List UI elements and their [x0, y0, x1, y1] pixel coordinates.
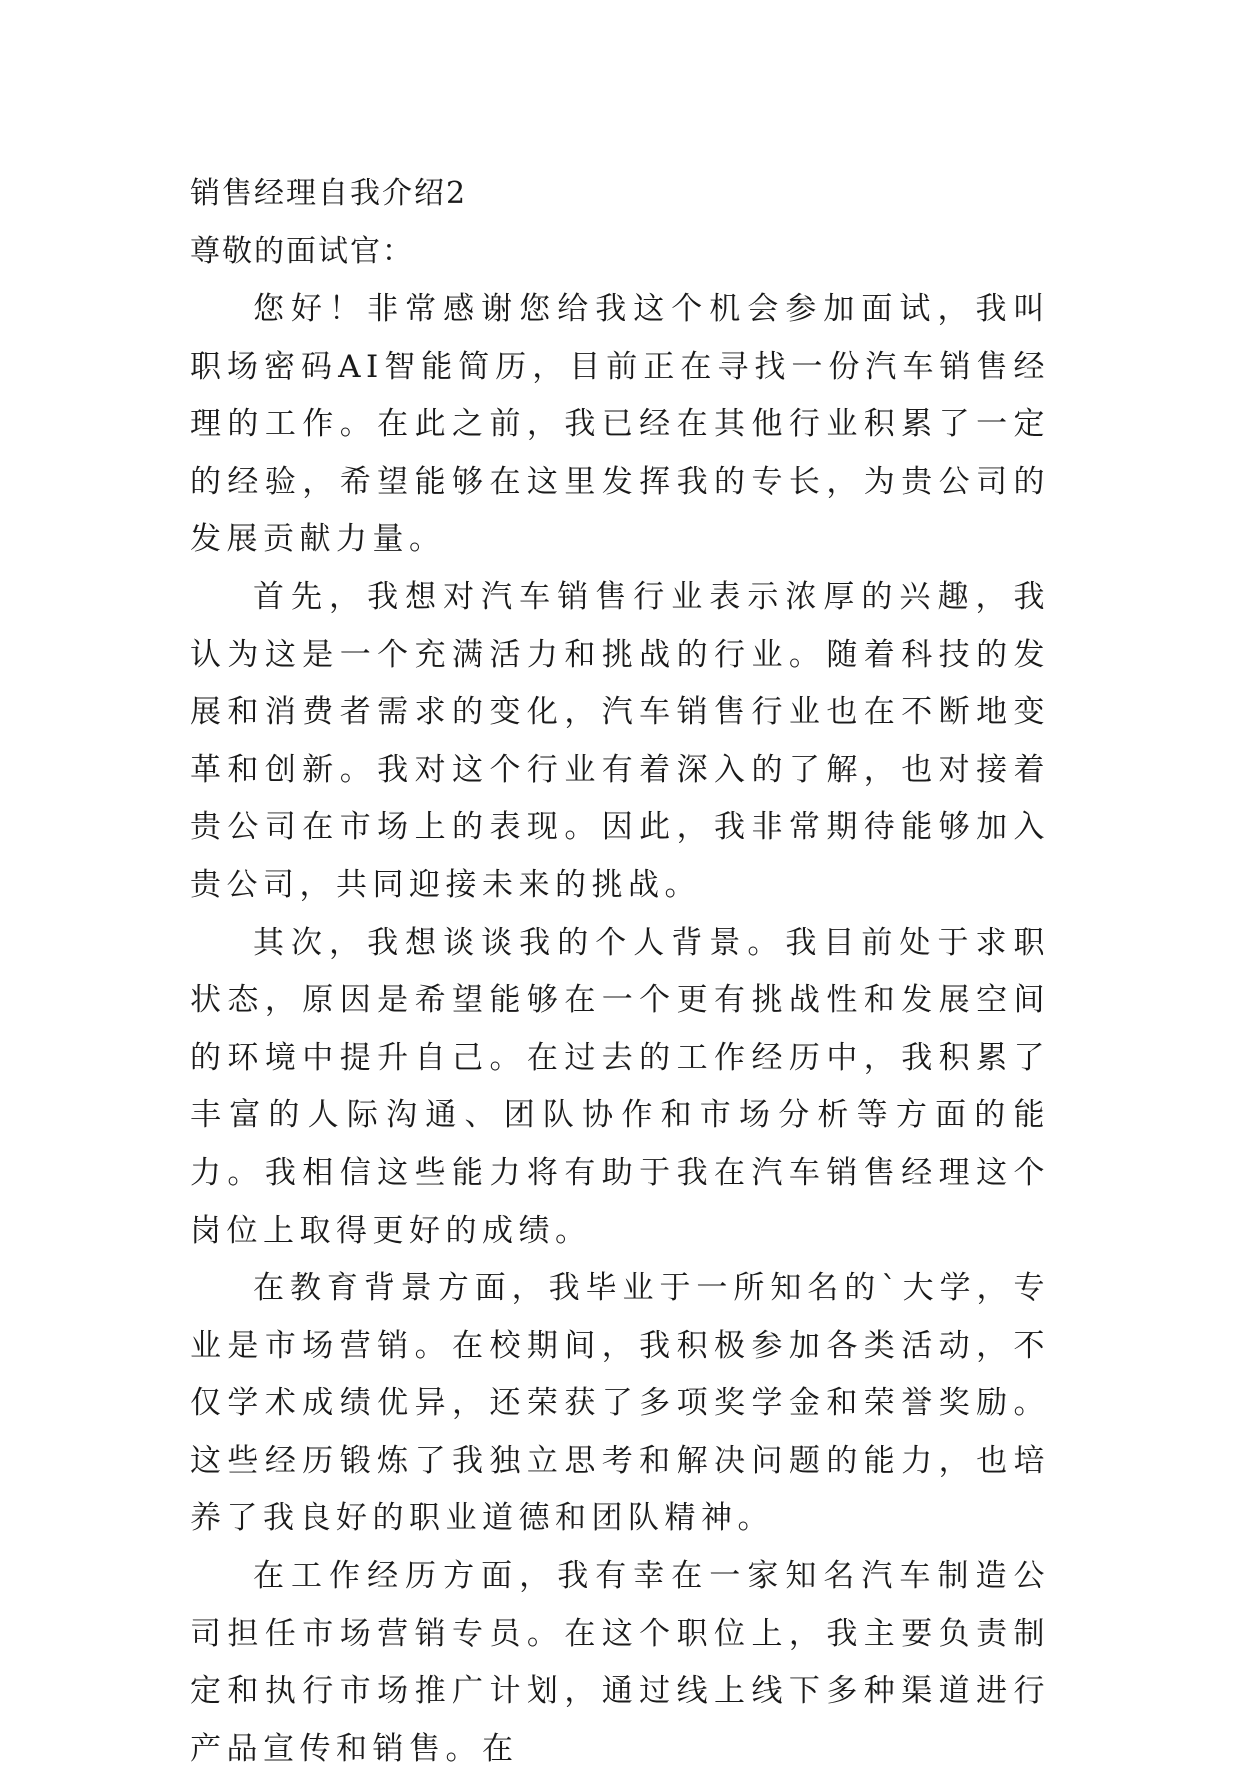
paragraph-greeting: 您好！非常感谢您给我这个机会参加面试，我叫职场密码AI智能简历，目前正在寻找一份汽车销售经理的工作。在此之前，我已经在其他行业积累了一定的经验，希望能够在这里发挥我的专长，为贵公司的发展贡献力量。 — [190, 291, 1050, 558]
paragraph-education: 在教育背景方面，我毕业于一所知名的`大学，专业是市场营销。在校期间，我积极参加各类活动，不仅学术成绩优异，还荣获了多项奖学金和荣誉奖励。这些经历锻炼了我独立思考和解决问题的能力，也培养了我良好的职业道德和团队精神。 — [190, 1270, 1050, 1537]
salutation: 尊敬的面试官： — [190, 234, 414, 269]
document-title: 销售经理自我介绍2 — [190, 176, 468, 211]
paragraph-work-experience: 在工作经历方面，我有幸在一家知名汽车制造公司担任市场营销专员。在这个职位上，我主要负责制定和执行市场推广计划，通过线上线下多种渠道进行产品宣传和销售。在 — [190, 1558, 1050, 1767]
paragraph-personal-background: 其次，我想谈谈我的个人背景。我目前处于求职状态，原因是希望能够在一个更有挑战性和发展空间的环境中提升自己。在过去的工作经历中，我积累了丰富的人际沟通、团队协作和市场分析等方面的能力。我相信这些能力将有助于我在汽车销售经理这个岗位上取得更好的成绩。 — [190, 924, 1050, 1249]
paragraph-industry-interest: 首先，我想对汽车销售行业表示浓厚的兴趣，我认为这是一个充满活力和挑战的行业。随着科技的发展和消费者需求的变化，汽车销售行业也在不断地变革和创新。我对这个行业有着深入的了解，也对接着贵公司在市场上的表现。因此，我非常期待能够加入贵公司，共同迎接未来的挑战。 — [190, 578, 1050, 903]
document-page — [190, 165, 1050, 1778]
